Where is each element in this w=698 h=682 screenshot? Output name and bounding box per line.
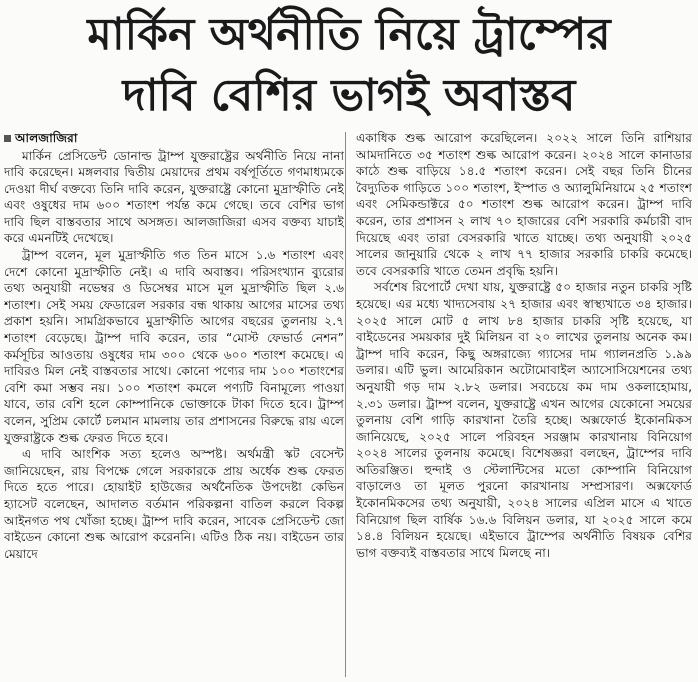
byline	[4, 130, 344, 147]
headline-line-2: দাবি বেশির ভাগই অবাস্তব	[122, 70, 576, 121]
article-body	[4, 130, 694, 678]
paragraph: একাধিক শুল্ক আরোপ করেছিলেন। ২০২২ সালে তিনি রাশিয়ার আমদানিতে ৩৫ শতাংশ শুল্ক আরোপ করেন। ২০২৪ সালে কানাডার কাঠে শুল্ক বাড়িয়ে ১৪.৫ শতাংশ করেন। সেই বছর তিনি চীনের বৈদ্যুতিক গাড়িতে ১০০ শতাংশ, ইস্পাত ও অ্যালুমিনিয়ামে ২৫ শতাংশ এবং সেমিকন্ডাক্টরে ৫০ শতাংশ শুল্ক আরোপ করেন। ট্রাম্প দাবি করেন, তার প্রশাসন ২ লাখ ৭০ হাজারের বেশি সরকারি কর্মচারী বাদ দিয়েছে এবং তারা বেসরকারি খাতে যাচ্ছে। তথ্য অনুযায়ী ২০২৫ সালের জানুয়ারি থেকে ২ লাখ ৭৭ হাজার সরকারি চাকরি কমেছে। তবে বেসরকারি খাতে তেমন প্রবৃদ্ধি হয়নি।	[356, 131, 692, 278]
paragraph: এ দাবি আংশিক সত্য হলেও অস্পষ্ট। অর্থমন্ত্রী স্কট বেসেন্ট জানিয়েছেন, রায় বিপক্ষে গেলে সরকারকে প্রায় অর্ধেক শুল্ক ফেরত দিতে হতে পারে। হোয়াইট হাউজের অর্থনৈতিক উপদেষ্টা কেভিন হ্যাসেট বলেছেন, আদালত বর্তমান পরিকল্পনা বাতিল করলে বিকল্প আইনগত পথ খোঁজা হচ্ছে। ট্রাম্প দাবি করেন, সাবেক প্রেসিডেন্ট জো বাইডেন কোনো শুল্ক আরোপ করেননি। এটিও ঠিক নয়। বাইডেন তার মেয়াদে	[4, 447, 344, 561]
left-column	[4, 130, 344, 678]
right-column	[356, 130, 692, 678]
paragraph: ট্রাম্প বলেন, মূল মুদ্রাস্ফীতি গত তিন মাসে ১.৬ শতাংশ এবং দেশে কোনো মুদ্রাস্ফীতি নেই। এ দাবি অবাস্তব। পরিসংখ্যান ব্যুরোর তথ্য অনুযায়ী নভেম্বর ও ডিসেম্বর মাসে মূল মুদ্রাস্ফীতি ছিল ২.৬ শতাংশ। সেই সময় ফেডারেল সরকার বন্ধ থাকায় আগের মাসের তথ্য প্রকাশ হয়নি। সামগ্রিকভাবে মুদ্রাস্ফীতি আগের বছরের তুলনায় ২.৭ শতাংশ বেড়েছে। ট্রাম্প দাবি করেন, তার “মোস্ট ফেভার্ড নেশন” কর্মসূচির আওতায় ওষুধের দাম ৩০০ থেকে ৬০০ শতাংশ কমেছে। এ দাবিরও মিল নেই বাস্তবতার সাথে। কোনো পণ্যের দাম ১০০ শতাংশের বেশি কমা সম্ভব নয়। ১০০ শতাংশ কমলে পণ্যটি বিনামূল্যে পাওয়া যাবে, তার বেশি হলে কোম্পানিকে ভোক্তাকে টাকা দিতে হবে। ট্রাম্প বলেন, সুপ্রিম কোর্টে চলমান মামলায় তার প্রশাসনের বিরুদ্ধে রায় এলে যুক্তরাষ্ট্রকে শুল্ক ফেরত দিতে হবে।	[4, 248, 344, 445]
square-bullet-icon	[4, 135, 11, 142]
byline-source: আলজাজিরা	[15, 131, 78, 145]
paragraph: সর্বশেষ রিপোর্টে দেখা যায়, যুক্তরাষ্ট্রে ৫০ হাজার নতুন চাকরি সৃষ্টি হয়েছে। এর মধ্যে খাদ্যসেবায় ২৭ হাজার এবং স্বাস্থ্যখাতে ৩৪ হাজার। ২০২৫ সালে মোট ৫ লাখ ৮৪ হাজার চাকরি সৃষ্টি হয়েছে, যা বাইডেনের সময়কার দুই মিলিয়ন বা ২০ লাখের তুলনায় অনেক কম। ট্রাম্প দাবি করেন, কিছু অঙ্গরাজ্যে গ্যাসের দাম গ্যালনপ্রতি ১.৯৯ ডলার। এটি ভুল। আমেরিকান অটোমোবাইল অ্যাসোসিয়েশনের তথ্য অনুযায়ী গড় দাম ২.৮২ ডলার। সবচেয়ে কম দাম ওকলাহোমায়, ২.৩১ ডলার। ট্রাম্প বলেন, যুক্তরাষ্ট্রে এখন আগের যেকোনো সময়ের তুলনায় বেশি গাড়ি কারখানা তৈরি হচ্ছে। অক্সফোর্ড ইকোনমিকস জানিয়েছে, ২০২৫ সালে পরিবহন সরঞ্জাম কারখানায় বিনিয়োগ ২০২৪ সালের তুলনায় কমেছে। বিশেষজ্ঞরা বলছেন, ট্রাম্পের দাবি অতিরঞ্জিত। হুন্দাই ও স্টেলান্টিসের মতো কোম্পানি বিনিয়োগ বাড়ালেও তা মূলত পুরনো কারখানায় সম্প্রসারণ। অক্সফোর্ড ইকোনমিকসের তথ্য অনুযায়ী, ২০২৪ সালের এপ্রিল মাসে এ খাতে বিনিয়োগ ছিল বার্ষিক ১৬.৬ বিলিয়ন ডলার, যা ২০২৫ সালে কমে ১৪.৪ বিলিয়ন হয়েছে। এইভাবে ট্রাম্পের অর্থনীতি বিষয়ক বেশির ভাগ বক্তব্যই বাস্তবতার সাথে মিলছে না।	[356, 280, 692, 560]
paragraph: মার্কিন প্রেসিডেন্ট ডোনাল্ড ট্রাম্প যুক্তরাষ্ট্রের অর্থনীতি নিয়ে নানা দাবি করেছেন। মঙ্গলবার দ্বিতীয় মেয়াদের প্রথম বর্ষপূর্তিতে গণমাধ্যমকে দেওয়া দীর্ঘ বক্তব্যে তিনি দাবি করেন, যুক্তরাষ্ট্রে কোনো মুদ্রাস্ফীতি নেই এবং ওষুধের দাম ৬০০ শতাংশ পর্যন্ত কমে গেছে। তবে বেশির ভাগ দাবি ছিল বাস্তবতার সাথে অসঙ্গত। আলজাজিরা এসব বক্তব্য যাচাই করে এমনটিই দেখেছে।	[4, 148, 344, 246]
headline-line-1: মার্কিন অর্থনীতি নিয়ে ট্রাম্পের	[87, 9, 611, 60]
headline	[0, 8, 698, 124]
